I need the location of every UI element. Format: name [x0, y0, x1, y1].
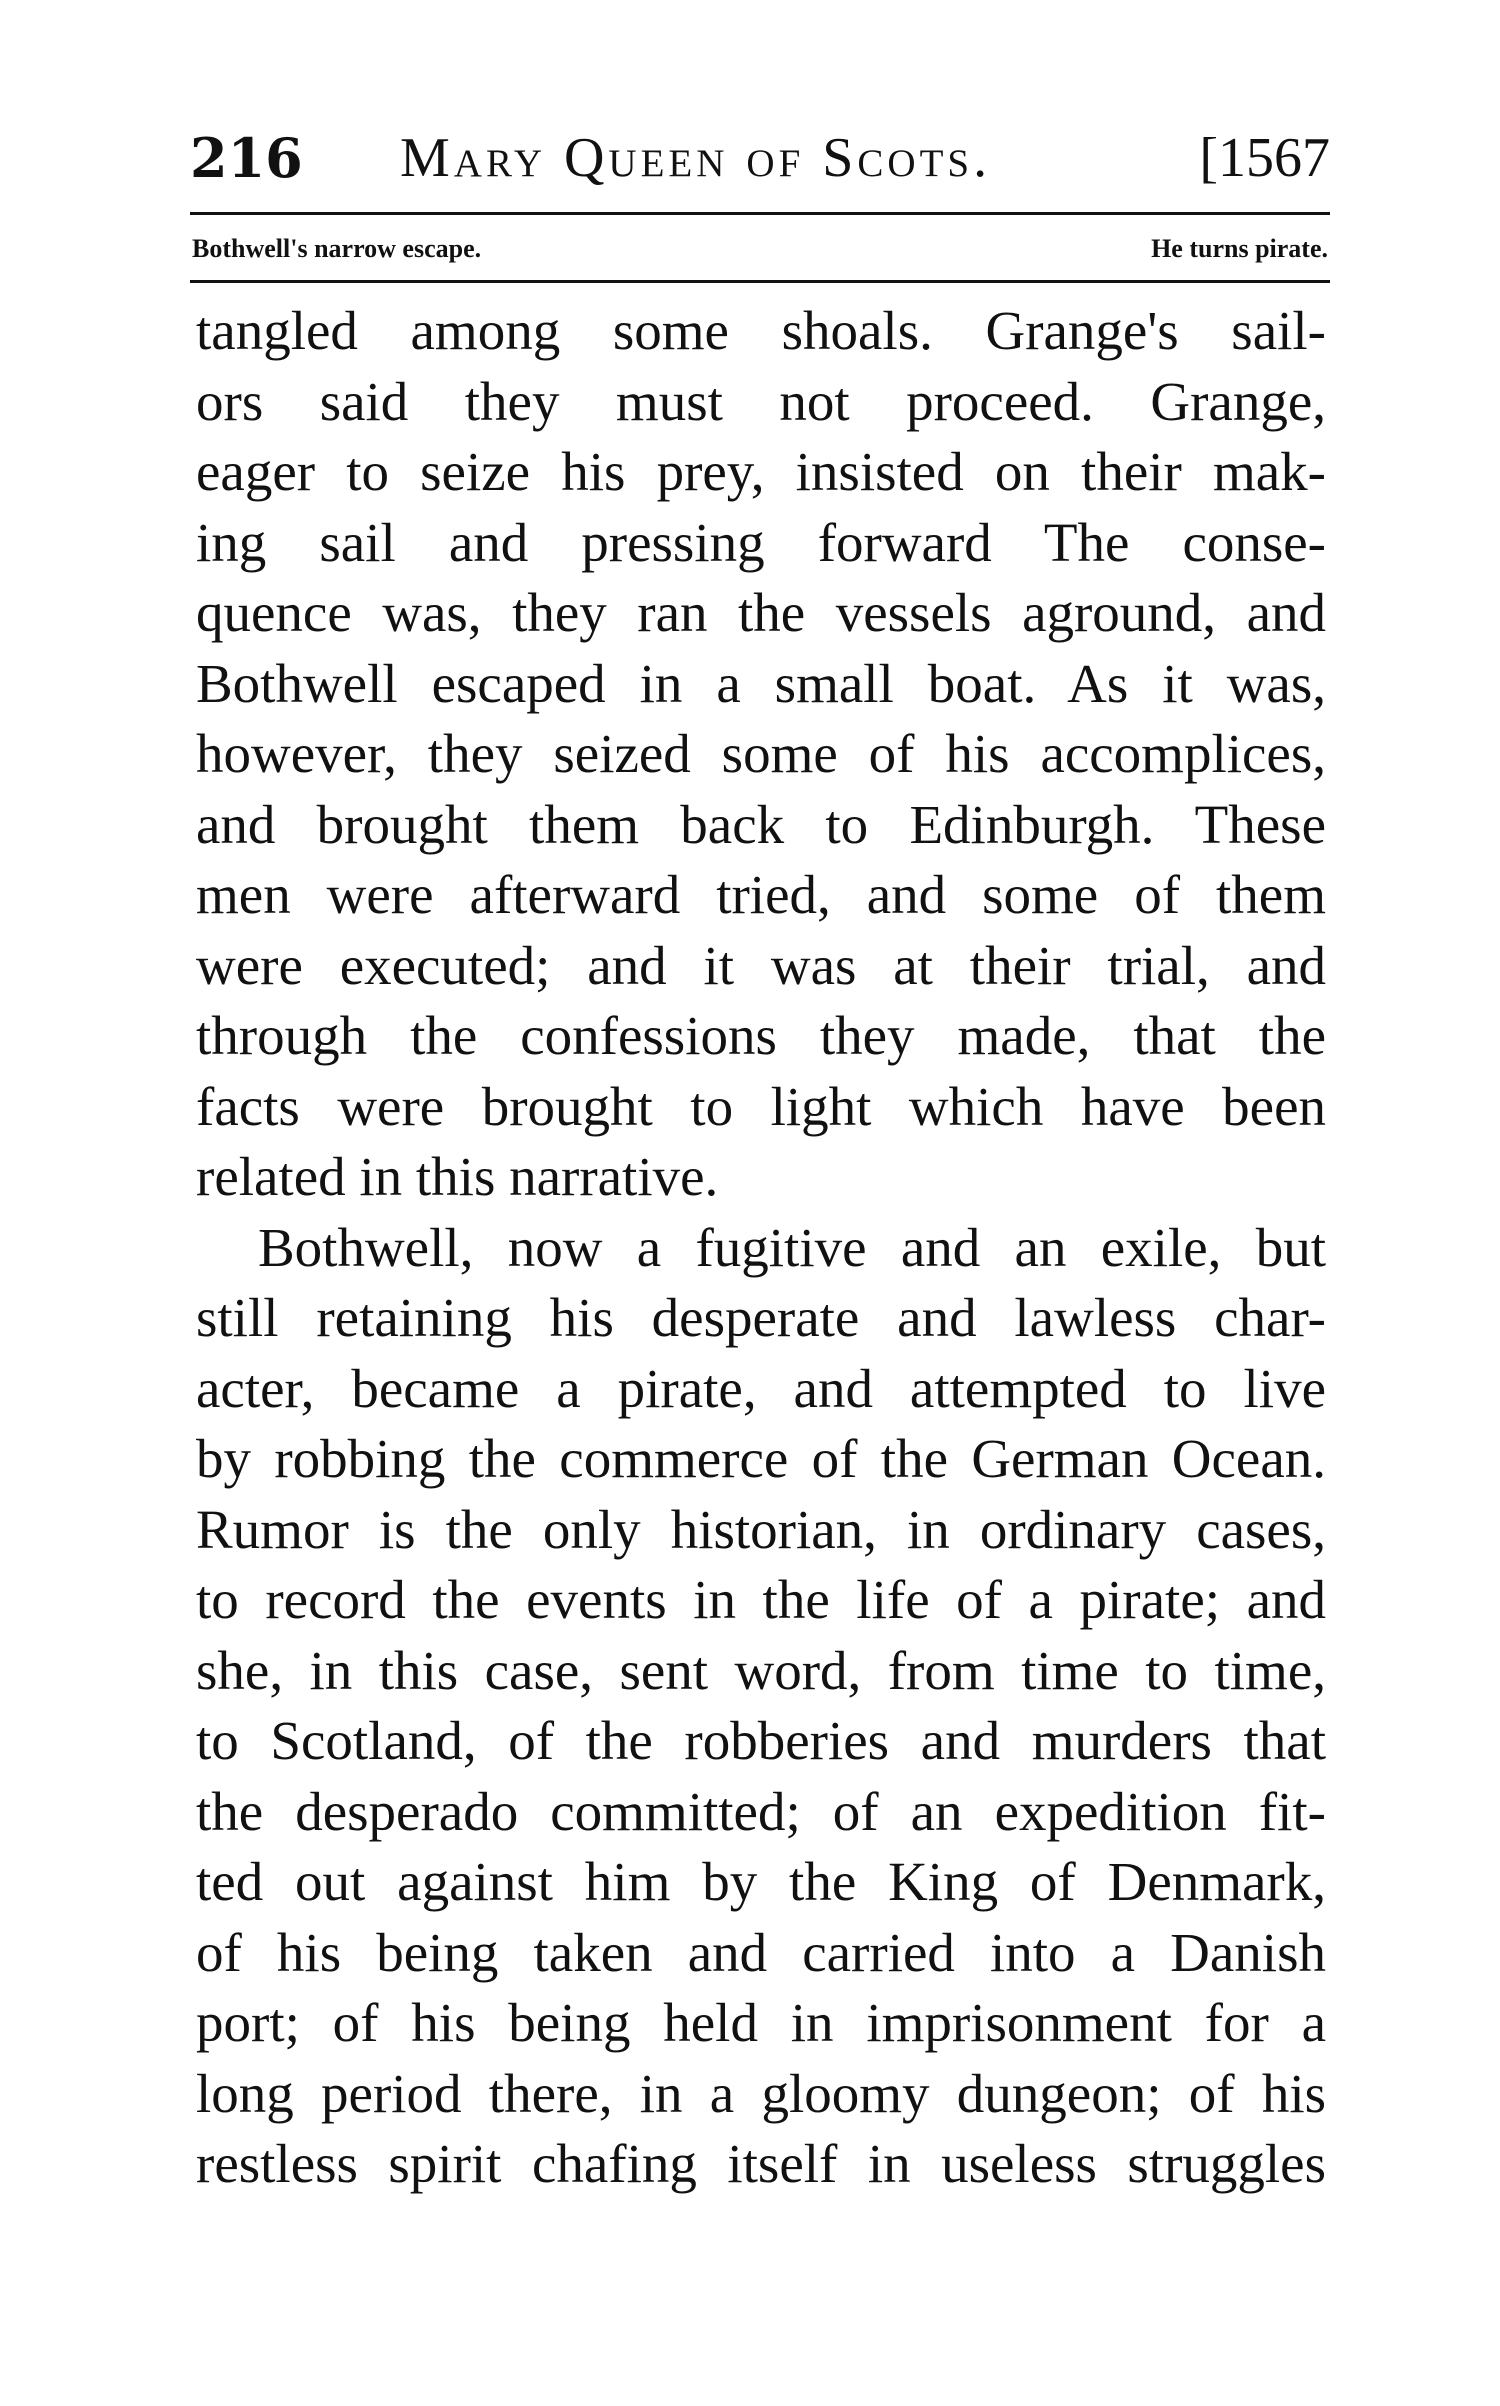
header-rule-bottom	[190, 280, 1330, 283]
text-line: Bothwell escaped in a small boat. As it was,	[196, 652, 1326, 714]
page-number: 216	[190, 126, 303, 190]
paragraph-1	[196, 296, 1326, 1213]
text-line: to record the events in the life of a pirate; and	[196, 1569, 1326, 1630]
text-line: acter, became a pirate, and attempted to live	[196, 1357, 1326, 1419]
text-line: however, they seized some of his accomplices,	[196, 723, 1326, 784]
text-line: ted out against him by the King of Denmark,	[196, 1851, 1326, 1912]
text-line: through the confessions they made, that the	[196, 1005, 1326, 1066]
year-marker: [1567	[1199, 127, 1330, 189]
text-line: the desperado committed; of an expedition fit-	[196, 1780, 1326, 1842]
text-line: ors said they must not proceed. Grange,	[196, 370, 1326, 432]
text-line: she, in this case, sent word, from time to time,	[196, 1639, 1326, 1701]
text-line: still retaining his desperate and lawless char-	[196, 1287, 1326, 1348]
text-line: related in this narrative.	[196, 1146, 719, 1207]
text-line: port; of his being held in imprisonment for a	[196, 1992, 1326, 2053]
text-line: men were afterward tried, and some of them	[196, 864, 1326, 925]
header-rule-top	[190, 212, 1330, 215]
text-line: tangled among some shoals. Grange's sail-	[196, 300, 1326, 361]
text-line: quence was, they ran the vessels aground, and	[196, 582, 1326, 643]
sidenotes	[192, 222, 1328, 276]
text-line: eager to seize his prey, insisted on their mak-	[196, 441, 1326, 502]
text-line: by robbing the commerce of the German Ocean.	[196, 1428, 1326, 1489]
paragraph-2	[196, 1213, 1326, 2200]
text-line: to Scotland, of the robberies and murders that	[196, 1710, 1326, 1771]
text-line: Bothwell, now a fugitive and an exile, but	[258, 1216, 1326, 1278]
text-line: restless spirit chafing itself in useless struggles	[196, 2133, 1326, 2194]
text-line: long period there, in a gloomy dungeon; of his	[196, 2062, 1326, 2124]
text-line: of his being taken and carried into a Danish	[196, 1921, 1326, 1983]
sidenote-left: Bothwell's narrow escape.	[192, 234, 482, 263]
running-head	[190, 118, 1330, 198]
text-line: were executed; and it was at their trial, and	[196, 934, 1326, 996]
text-line: ing sail and pressing forward The conse-	[196, 511, 1326, 573]
body-text	[196, 296, 1326, 2200]
text-line: and brought them back to Edinburgh. These	[196, 793, 1326, 855]
text-line: Rumor is the only historian, in ordinary cases,	[196, 1498, 1326, 1560]
running-title: Mary Queen of Scots.	[400, 127, 992, 189]
text-line: facts were brought to light which have been	[196, 1075, 1326, 1137]
sidenote-right: He turns pirate.	[1151, 234, 1328, 263]
